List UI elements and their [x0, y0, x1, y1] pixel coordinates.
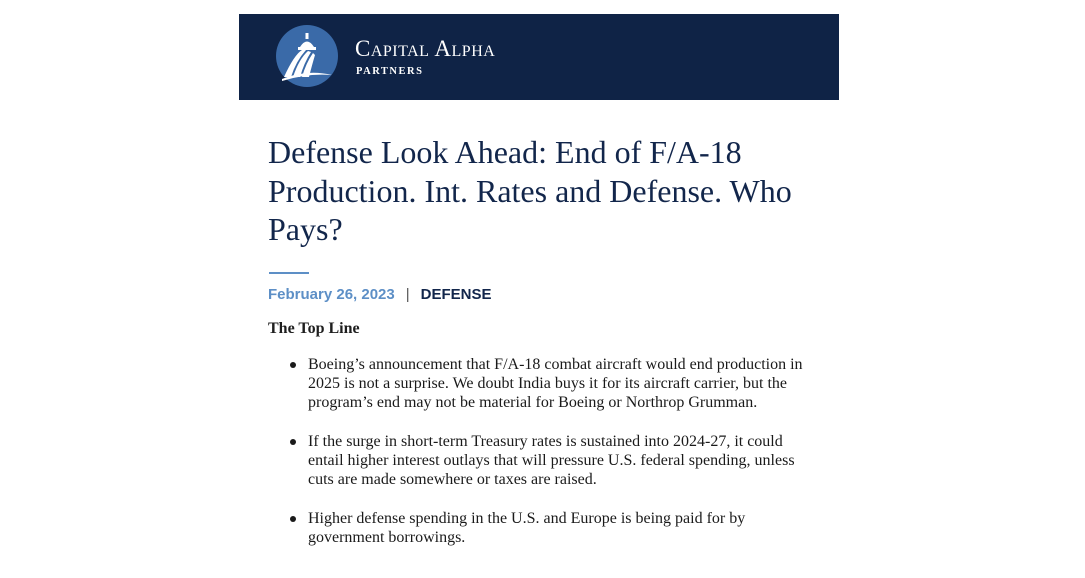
list-item-text: If the surge in short-term Treasury rates is sustained into 2024-27, it could entail higher interest outlays that will pressure U.S. federal spending, unless cuts are made somewhere or taxes are raised.	[308, 433, 795, 488]
article-title: Defense Look Ahead: End of F/A-18 Production. Int. Rates and Defense. Who Pays?	[268, 134, 792, 247]
bullet-dot-icon	[290, 439, 296, 445]
article-date: February 26, 2023	[268, 286, 395, 303]
capitol-dome-icon	[276, 25, 338, 87]
bullet-list	[288, 355, 808, 567]
list-item	[288, 509, 808, 547]
list-item-text: Higher defense spending in the U.S. and Europe is being paid for by government borrowings.	[308, 510, 746, 546]
bullet-dot-icon	[290, 362, 296, 368]
brand-name: Capital Alpha	[355, 36, 496, 61]
article-meta	[268, 286, 492, 303]
bullet-dot-icon	[290, 516, 296, 522]
list-item	[288, 355, 808, 412]
list-item	[288, 432, 808, 489]
meta-separator: |	[405, 286, 410, 303]
brand-subtitle: PARTNERS	[356, 66, 424, 77]
article-category[interactable]: DEFENSE	[420, 286, 492, 303]
header-banner	[239, 14, 839, 100]
section-heading: The Top Line	[268, 320, 360, 337]
title-divider	[269, 272, 309, 274]
list-item-text: Boeing’s announcement that F/A-18 combat aircraft would end production in 2025 is not a surprise. We doubt India buys it for its aircraft carrier, but the program’s end may not be material for Boeing or Northrop Grumman.	[308, 356, 803, 411]
